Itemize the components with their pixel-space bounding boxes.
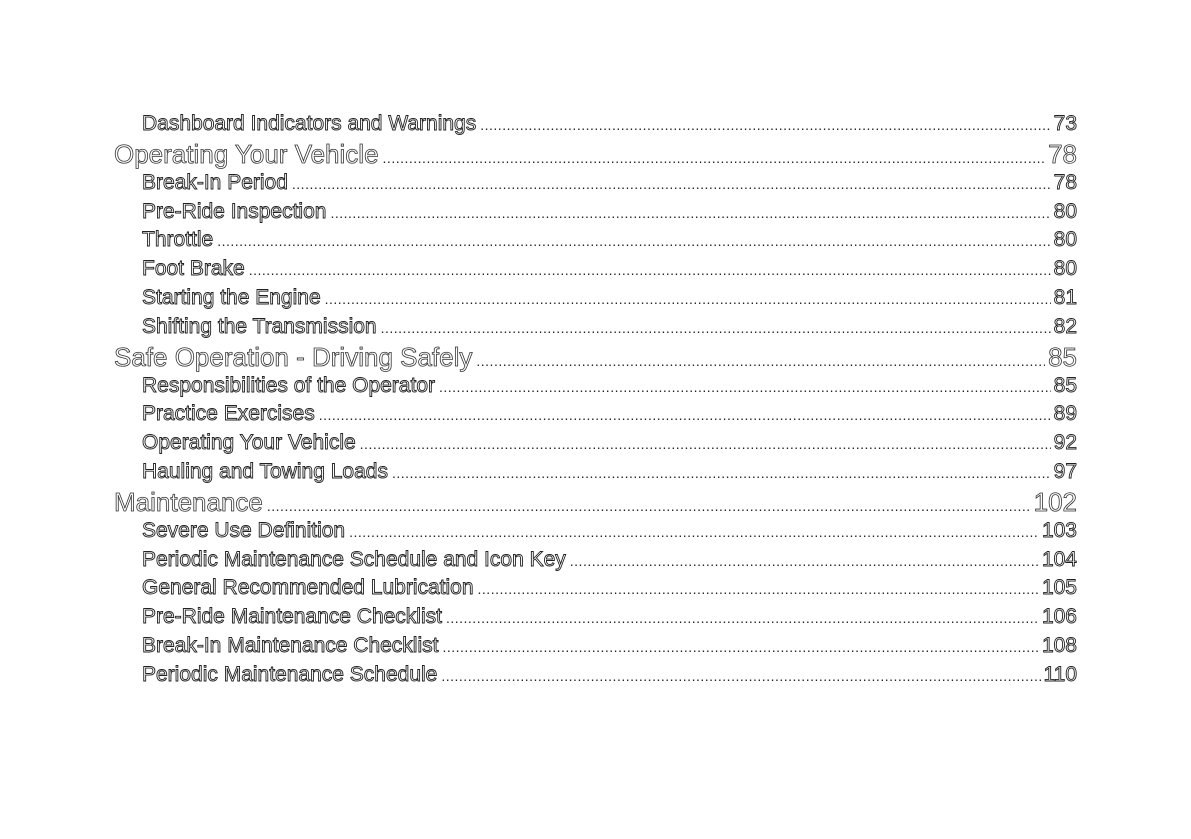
toc-entry-page: 92 bbox=[1053, 431, 1077, 455]
toc-entry-title: Periodic Maintenance Schedule and Icon Key bbox=[142, 547, 566, 571]
toc-entry[interactable] bbox=[114, 458, 1077, 487]
toc-entry-title: Responsibilities of the Operator bbox=[142, 373, 435, 397]
toc-entry[interactable] bbox=[114, 255, 1077, 284]
toc-entry[interactable] bbox=[114, 517, 1077, 546]
toc-entry[interactable] bbox=[114, 546, 1077, 575]
toc-entry-page: 89 bbox=[1053, 402, 1077, 426]
toc-section-heading[interactable] bbox=[114, 342, 1077, 372]
toc-entry-title: Practice Exercises bbox=[142, 402, 315, 426]
table-of-contents bbox=[114, 110, 1077, 690]
toc-entry-page: 80 bbox=[1053, 199, 1077, 223]
toc-entry-page: 81 bbox=[1053, 285, 1077, 309]
toc-entry[interactable] bbox=[114, 661, 1077, 690]
toc-section-heading[interactable] bbox=[114, 139, 1077, 169]
dot-leader bbox=[249, 256, 1051, 285]
toc-entry[interactable] bbox=[114, 632, 1077, 661]
toc-entry-page: 103 bbox=[1041, 518, 1077, 542]
toc-entry-title: Throttle bbox=[142, 228, 214, 252]
toc-entry-title: Break-In Period bbox=[142, 170, 288, 194]
toc-entry-title: Foot Brake bbox=[142, 257, 245, 281]
dot-leader bbox=[441, 662, 1040, 691]
toc-entry[interactable] bbox=[114, 313, 1077, 342]
toc-entry-page: 110 bbox=[1043, 662, 1077, 686]
toc-section-heading[interactable] bbox=[114, 487, 1077, 517]
dot-leader bbox=[480, 111, 1050, 140]
dot-leader bbox=[267, 491, 1031, 521]
dot-leader bbox=[381, 314, 1051, 343]
toc-entry[interactable] bbox=[114, 226, 1077, 255]
toc-entry-title: Hauling and Towing Loads bbox=[142, 459, 388, 483]
toc-entry-title: Pre-Ride Inspection bbox=[142, 199, 327, 223]
toc-entry-page: 85 bbox=[1053, 373, 1077, 397]
toc-entry-page: 85 bbox=[1048, 341, 1077, 372]
toc-entry-title: Starting the Engine bbox=[142, 285, 321, 309]
toc-entry[interactable] bbox=[114, 400, 1077, 429]
dot-leader bbox=[570, 547, 1039, 576]
toc-entry[interactable] bbox=[114, 603, 1077, 632]
dot-leader bbox=[325, 285, 1051, 314]
toc-entry[interactable] bbox=[114, 110, 1077, 139]
dot-leader bbox=[349, 518, 1039, 547]
dot-leader bbox=[292, 170, 1051, 199]
dot-leader bbox=[392, 459, 1051, 488]
toc-entry-page: 80 bbox=[1053, 257, 1077, 281]
toc-entry-title: Pre-Ride Maintenance Checklist bbox=[142, 605, 442, 629]
toc-entry-page: 105 bbox=[1041, 576, 1077, 600]
dot-leader bbox=[319, 401, 1051, 430]
toc-entry[interactable] bbox=[114, 169, 1077, 198]
toc-entry[interactable] bbox=[114, 372, 1077, 401]
toc-entry-title: Dashboard Indicators and Warnings bbox=[142, 112, 477, 135]
dot-leader bbox=[217, 227, 1050, 256]
dot-leader bbox=[383, 143, 1046, 173]
toc-entry-page: 80 bbox=[1053, 228, 1077, 252]
toc-entry-page: 78 bbox=[1048, 138, 1077, 169]
dot-leader bbox=[439, 373, 1051, 402]
dot-leader bbox=[476, 346, 1045, 376]
toc-entry-title: Break-In Maintenance Checklist bbox=[142, 633, 439, 657]
toc-entry-page: 102 bbox=[1033, 486, 1077, 517]
toc-entry-page: 108 bbox=[1041, 633, 1077, 657]
toc-entry-title: Operating Your Vehicle bbox=[114, 138, 379, 169]
dot-leader bbox=[478, 575, 1039, 604]
toc-entry-title: General Recommended Lubrication bbox=[142, 576, 474, 600]
dot-leader bbox=[442, 633, 1038, 662]
dot-leader bbox=[360, 430, 1051, 459]
toc-entry-title: Safe Operation - Driving Safely bbox=[114, 341, 473, 372]
toc-entry-page: 104 bbox=[1041, 547, 1077, 571]
toc-entry-page: 97 bbox=[1053, 459, 1077, 483]
dot-leader bbox=[330, 199, 1050, 228]
toc-entry-title: Maintenance bbox=[114, 486, 263, 517]
toc-entry-page: 106 bbox=[1041, 605, 1077, 629]
toc-entry[interactable] bbox=[114, 284, 1077, 313]
toc-entry-page: 78 bbox=[1053, 170, 1077, 194]
toc-entry-title: Severe Use Definition bbox=[142, 518, 346, 542]
toc-entry-title: Periodic Maintenance Schedule bbox=[142, 662, 438, 686]
toc-entry[interactable] bbox=[114, 574, 1077, 603]
toc-entry-page: 73 bbox=[1053, 112, 1077, 135]
toc-entry-page: 82 bbox=[1053, 314, 1077, 338]
toc-entry-title: Operating Your Vehicle bbox=[142, 431, 356, 455]
dot-leader bbox=[446, 604, 1039, 633]
toc-entry-title: Shifting the Transmission bbox=[142, 314, 377, 338]
toc-entry[interactable] bbox=[114, 429, 1077, 458]
toc-entry[interactable] bbox=[114, 198, 1077, 227]
